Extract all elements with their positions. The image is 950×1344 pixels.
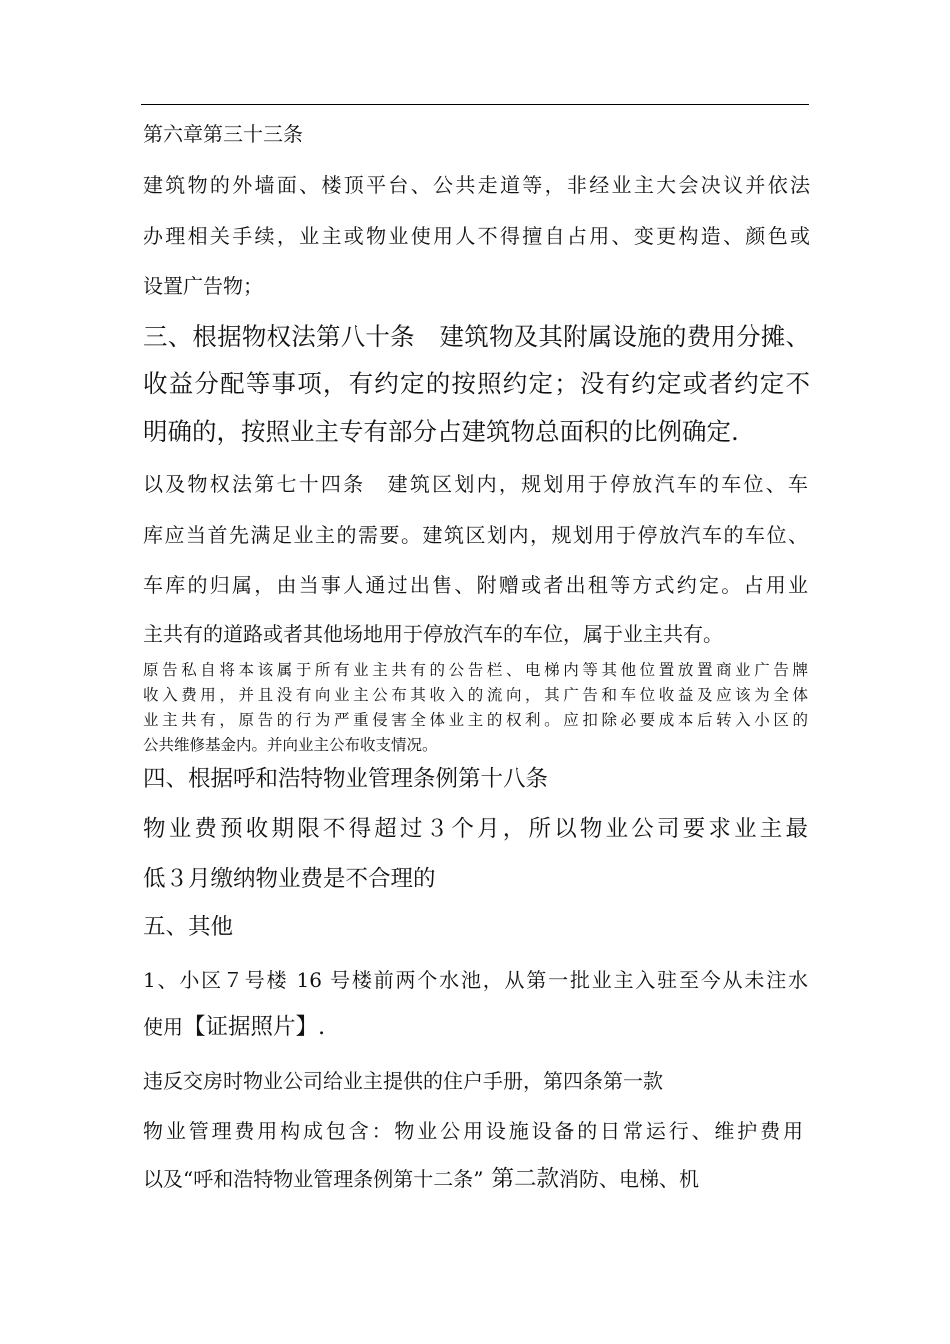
paragraph-line: 以及物权法第七十四条 建筑区划内，规划用于停放汽车的车位、车 [143,472,808,496]
paragraph-line: 1、小区７号楼 16 号楼前两个水池，从第一批业主入驻至今从未注水 [143,968,808,992]
section-five-heading: 五、其他 [143,914,234,940]
clause-label: 第二款 [491,1166,559,1192]
section-three-line: 三、根据物权法第八十条 建筑物及其附属设施的费用分摊、 [143,322,810,351]
section-three-line: 收益分配等事项，有约定的按照约定；没有约定或者约定不 [143,369,810,398]
small-paragraph-line: 原告私自将本该属于所有业主共有的公告栏、电梯内等其他位置放置商业广告牌 [143,661,808,679]
paragraph-line: 库应当首先满足业主的需要。建筑区划内，规划用于停放汽车的车位、 [143,523,808,547]
regulation-line [143,1168,699,1191]
evidence-prefix: 使用 [143,1015,183,1039]
paragraph-line: 物业管理费用构成包含：物业公用设施设备的日常运行、维护费用 [143,1119,803,1143]
section-three-line: 明确的，按照业主专有部分占建筑物总面积的比例确定. [143,417,739,446]
paragraph-line: 主共有的道路或者其他场地用于停放汽车的车位，属于业主共有。 [143,622,723,646]
section-four-heading: 四、根据呼和浩特物业管理条例第十八条 [143,766,549,792]
header-rule [141,104,809,105]
paragraph-line: 办理相关手续，业主或物业使用人不得擅自占用、变更构造、颜色或 [143,224,810,248]
paragraph-line: 违反交房时物业公司给业主提供的住户手册，第四条第一款 [143,1069,663,1093]
small-paragraph-line: 业主共有，原告的行为严重侵害全体业主的权利。应扣除必要成本后转入小区的 [143,711,808,729]
section-four-line: 低３月缴纳物业费是不合理的 [143,866,436,892]
paragraph-line: 建筑物的外墙面、楼顶平台、公共走道等，非经业主大会决议并依法 [143,173,810,197]
section-four-line: 物业费预收期限不得超过３个月，所以物业公司要求业主最 [143,816,808,842]
small-paragraph-line: 收入费用，并且没有向业主公布其收入的流向，其广告和车位收益及应该为全体 [143,686,808,704]
small-paragraph-line: 公共维修基金内。并向业主公布收支情况。 [143,736,438,754]
paragraph-line: 设置广告物； [143,274,263,298]
paragraph-line: 车库的归属，由当事人通过出售、附赠或者出租等方式约定。占用业 [143,573,808,597]
evidence-note: 【证据照片】. [183,1014,326,1040]
chapter-heading: 第六章第三十三条 [143,122,303,146]
regulation-reference: 以及“呼和浩特物业管理条例第十二条” [143,1167,484,1191]
regulation-tail: 消防、电梯、机 [558,1167,699,1191]
evidence-line [143,1016,325,1039]
